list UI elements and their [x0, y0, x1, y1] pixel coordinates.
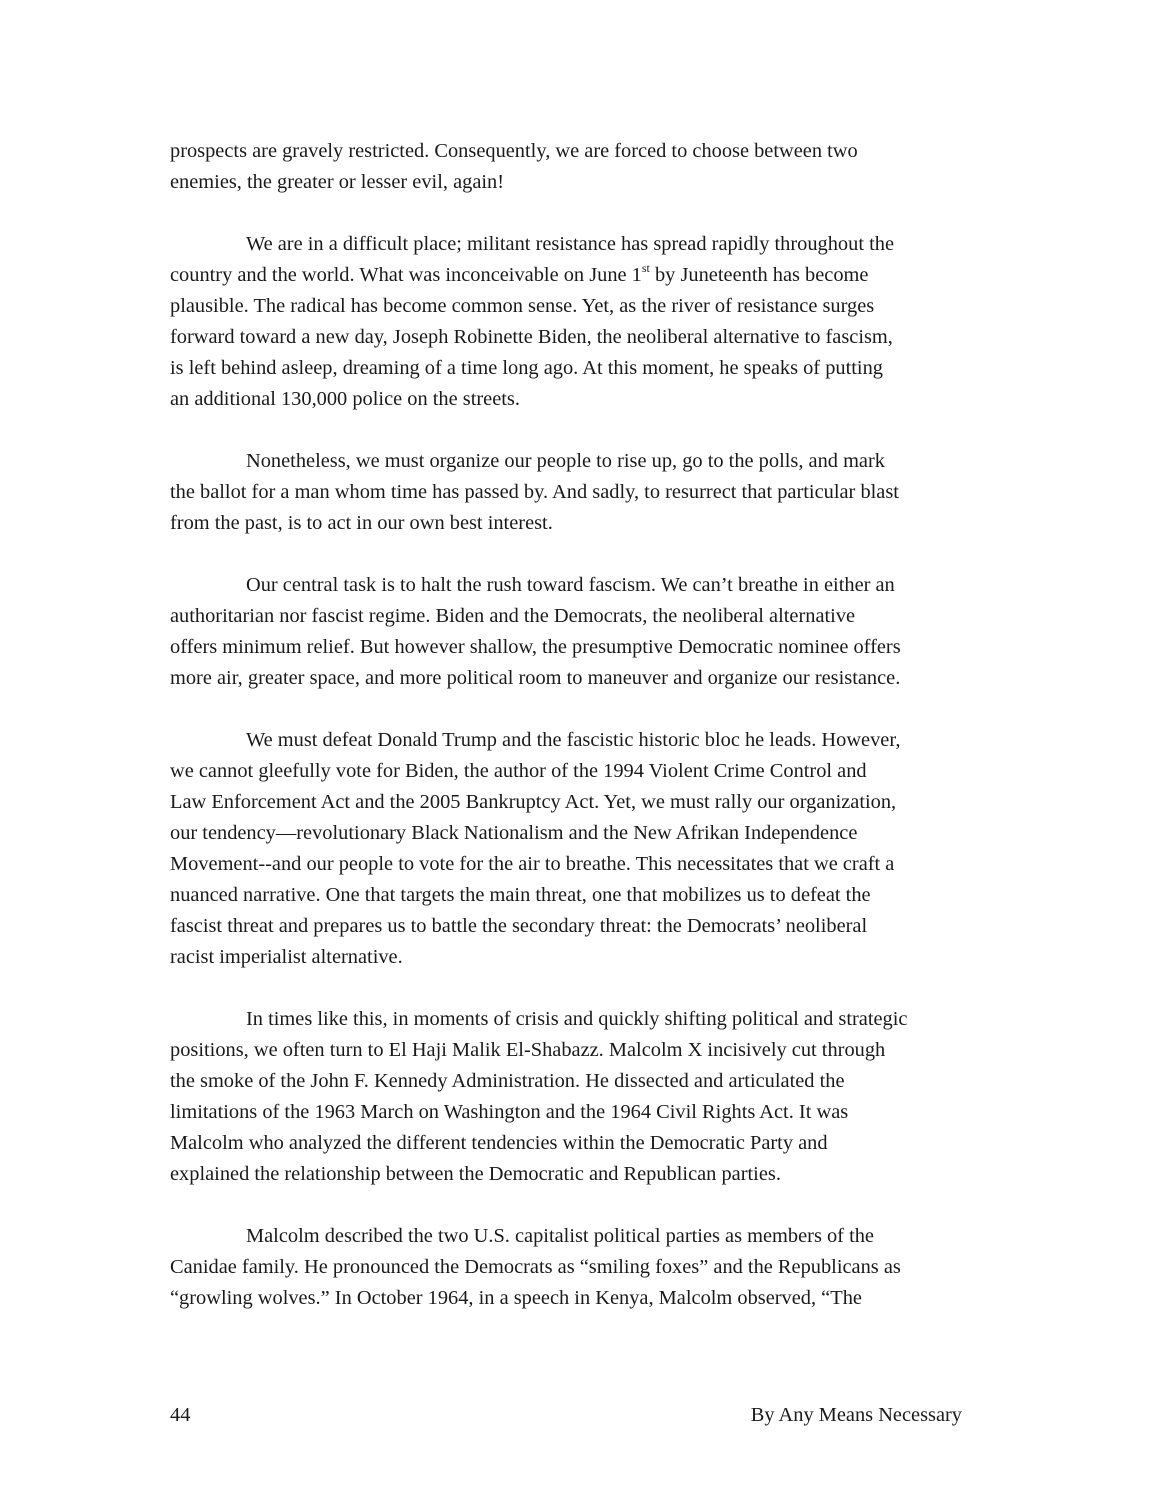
text-line [170, 260, 1000, 291]
text-line: enemies, the greater or lesser evil, again! [170, 171, 505, 193]
text-line: Canidae family. He pronounced the Democrats as “smiling foxes” and the Republicans as [170, 1256, 901, 1278]
text-line: nuanced narrative. One that targets the main threat, one that mobilizes us to defeat the [170, 884, 871, 906]
text-line: Malcolm who analyzed the different tendencies within the Democratic Party and [170, 1132, 828, 1154]
ordinal-superscript: st [641, 261, 650, 275]
page-body [170, 136, 1000, 1345]
text-line: racist imperialist alternative. [170, 946, 403, 968]
paragraph-6 [170, 1004, 1000, 1190]
text-line: In times like this, in moments of crisis and quickly shifting political and strategic [246, 1008, 908, 1030]
paragraph-3 [170, 446, 1000, 539]
text-line: Nonetheless, we must organize our people to rise up, go to the polls, and mark [246, 450, 885, 472]
text-line: We must defeat Donald Trump and the fascistic historic bloc he leads. However, [246, 729, 901, 751]
text-line: plausible. The radical has become common sense. Yet, as the river of resistance surges [170, 295, 875, 317]
text-line: Movement--and our people to vote for the air to breathe. This necessitates that we craft a [170, 853, 895, 875]
text-line: prospects are gravely restricted. Consequently, we are forced to choose between two [170, 140, 858, 162]
paragraph-7 [170, 1221, 1000, 1314]
text-line: Our central task is to halt the rush toward fascism. We can’t breathe in either an [246, 574, 895, 596]
text-line: offers minimum relief. But however shallow, the presumptive Democratic nominee offers [170, 636, 901, 658]
paragraph-2 [170, 229, 1000, 415]
paragraph-4 [170, 570, 1000, 694]
text-segment: country and the world. What was inconceivable on June 1 [170, 264, 642, 286]
running-footer-title: By Any Means Necessary [750, 1404, 962, 1426]
text-line: from the past, is to act in our own best interest. [170, 512, 553, 534]
text-line: positions, we often turn to El Haji Malik El-Shabazz. Malcolm X incisively cut through [170, 1039, 886, 1061]
text-line: the smoke of the John F. Kennedy Administration. He dissected and articulated the [170, 1070, 845, 1092]
text-line: an additional 130,000 police on the streets. [170, 388, 520, 410]
text-line: explained the relationship between the Democratic and Republican parties. [170, 1163, 781, 1185]
paragraph-5 [170, 725, 1000, 973]
text-line: we cannot gleefully vote for Biden, the author of the 1994 Violent Crime Control and [170, 760, 867, 782]
text-line: the ballot for a man whom time has passed by. And sadly, to resurrect that particular blast [170, 481, 899, 503]
text-line: our tendency—revolutionary Black Nationalism and the New Afrikan Independence [170, 822, 858, 844]
text-line: “growling wolves.” In October 1964, in a speech in Kenya, Malcolm observed, “The [170, 1287, 862, 1309]
text-segment: by Juneteenth has become [649, 264, 869, 286]
text-line: fascist threat and prepares us to battle the secondary threat: the Democrats’ neoliberal [170, 915, 868, 937]
text-line: Malcolm described the two U.S. capitalist political parties as members of the [246, 1225, 874, 1247]
page-number: 44 [170, 1404, 191, 1426]
text-line: We are in a difficult place; militant resistance has spread rapidly throughout the [246, 233, 894, 255]
text-line: is left behind asleep, dreaming of a time long ago. At this moment, he speaks of putting [170, 357, 883, 379]
text-line: authoritarian nor fascist regime. Biden and the Democrats, the neoliberal alternative [170, 605, 856, 627]
text-line: forward toward a new day, Joseph Robinette Biden, the neoliberal alternative to fascism, [170, 326, 893, 348]
text-line: more air, greater space, and more political room to maneuver and organize our resistance. [170, 667, 901, 689]
text-line: Law Enforcement Act and the 2005 Bankruptcy Act. Yet, we must rally our organization, [170, 791, 897, 813]
text-line: limitations of the 1963 March on Washington and the 1964 Civil Rights Act. It was [170, 1101, 849, 1123]
paragraph-1 [170, 136, 1000, 198]
